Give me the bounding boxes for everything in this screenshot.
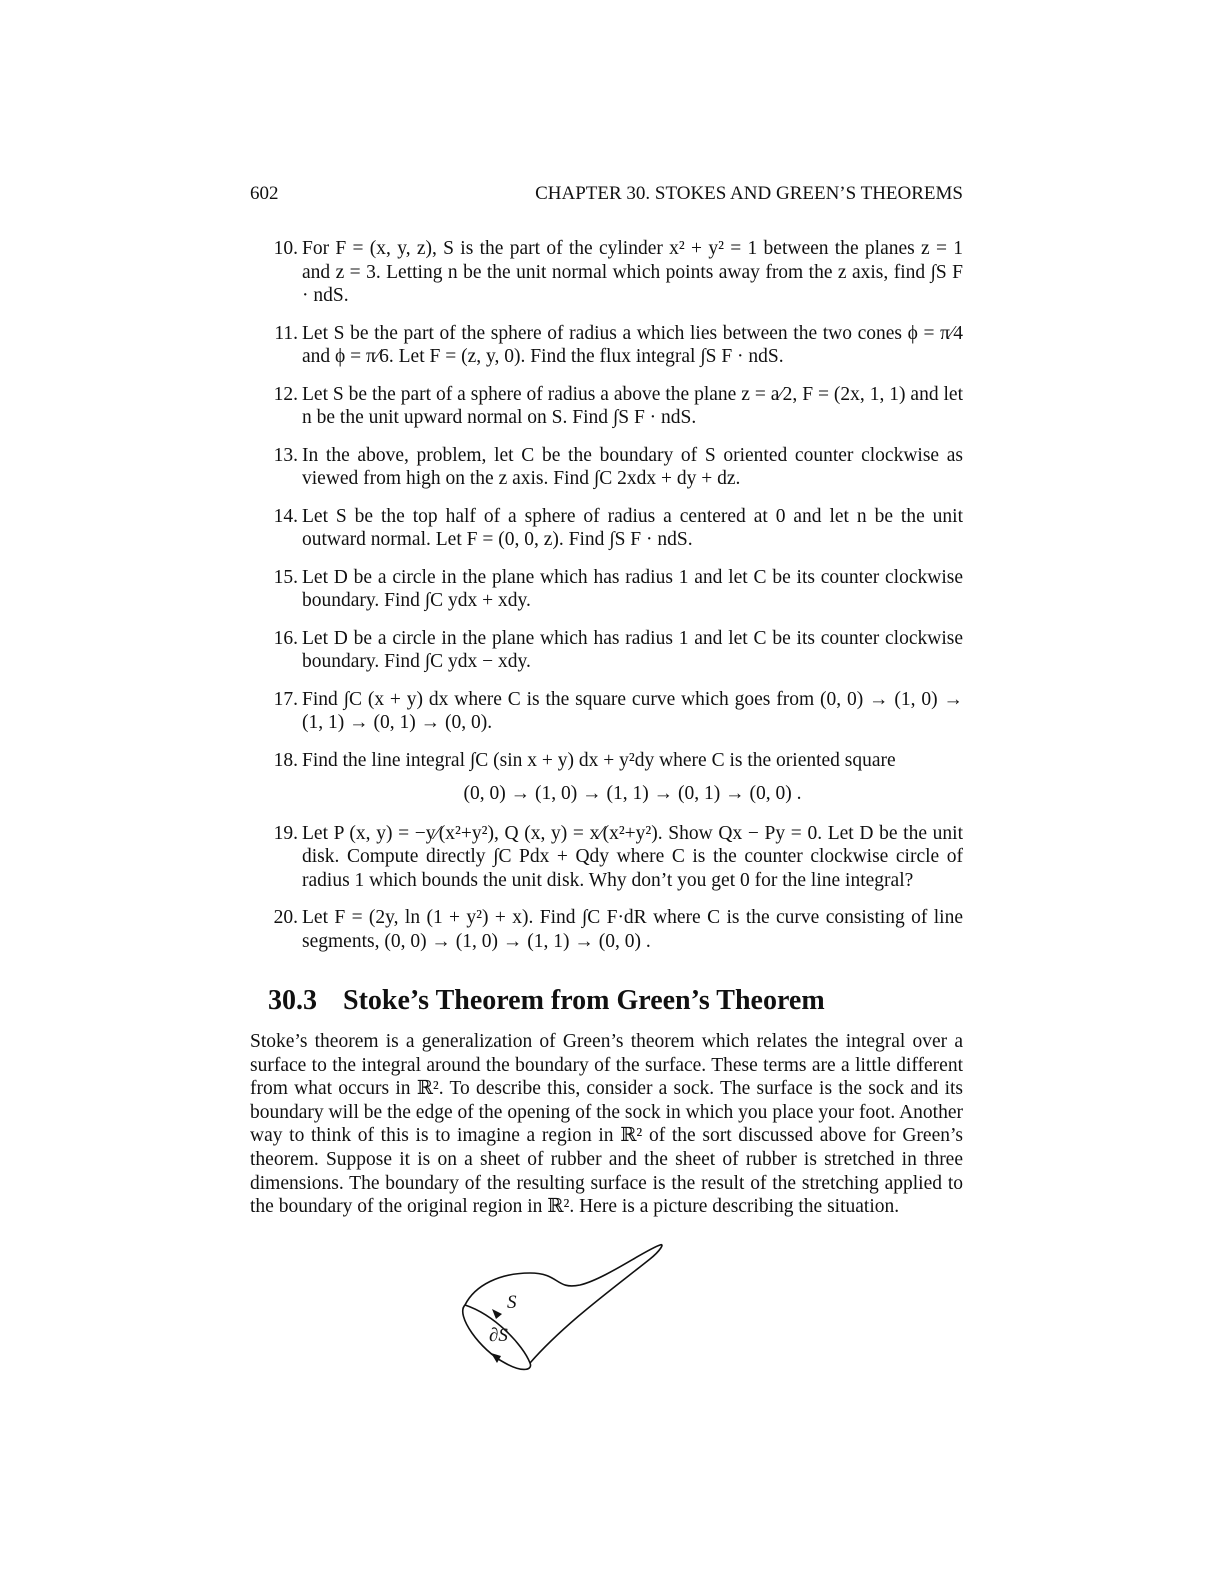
exercise-text: Find ∫C (x + y) dx where C is the square curve which goes from (0, 0) → (1, 0) → (1, 1) → (0, 1) → (0, 0). bbox=[302, 688, 963, 733]
exercise-text: Let D be a circle in the plane which has radius 1 and let C be its counter clockwise boundary. Find ∫C ydx − xdy. bbox=[302, 627, 963, 672]
exercise-list bbox=[250, 237, 963, 967]
exercise-number: 18. bbox=[273, 749, 298, 771]
exercise-number: 14. bbox=[273, 505, 298, 527]
page-number: 602 bbox=[250, 183, 279, 204]
exercise-item bbox=[250, 822, 963, 893]
exercise-item bbox=[250, 749, 963, 808]
exercise-text: For F = (x, y, z), S is the part of the cylinder x² + y² = 1 between the planes z = 1 and z = 3. Letting n be the unit normal which points away from the z axis, find ∫S F · ndS. bbox=[302, 238, 963, 306]
exercise-item bbox=[250, 383, 963, 430]
exercise-text: Let D be a circle in the plane which has radius 1 and let C be its counter clockwise boundary. Find ∫C ydx + xdy. bbox=[302, 566, 963, 611]
exercise-item bbox=[250, 322, 963, 369]
exercise-number: 15. bbox=[273, 566, 298, 588]
exercise-text: Let F = (2y, ln (1 + y²) + x). Find ∫C F·dR where C is the curve consisting of line segments, (0, 0) → (1, 0) → (1, 1) → (0, 0) . bbox=[302, 907, 963, 952]
surface-label: S bbox=[507, 1292, 517, 1313]
exercise-number: 13. bbox=[273, 444, 298, 466]
orientation-arrow-upper bbox=[492, 1309, 502, 1319]
exercise-number: 16. bbox=[273, 627, 298, 649]
running-title: CHAPTER 30. STOKES AND GREEN’S THEOREMS bbox=[535, 183, 963, 204]
exercise-item bbox=[250, 237, 963, 308]
exercise-item bbox=[250, 627, 963, 674]
exercise-item bbox=[250, 444, 963, 491]
sock-surface-figure bbox=[455, 1235, 675, 1380]
body-paragraph: Stoke’s theorem is a generalization of Green’s theorem which relates the integral over a surface to the integral around the boundary of the surface. These terms are a little different from what occurs in ℝ². To describe this, consider a sock. The surface is the sock and its boundary will be the edge of the opening of the sock in which you place your foot. Another way to think of this is to imagine a region in ℝ² of the sort discussed above for Green’s theorem. Suppose it is on a sheet of rubber and the sheet of rubber is stretched in three dimensions. The boundary of the resulting surface is the result of the stretching applied to the boundary of the original region in ℝ². Here is a picture describing the situation. bbox=[250, 1031, 963, 1218]
exercise-number: 17. bbox=[273, 688, 298, 710]
exercise-text: Let S be the part of a sphere of radius a above the plane z = a⁄2, F = (2x, 1, 1) and let n be the unit upward normal on S. Find ∫S F · ndS. bbox=[302, 383, 963, 428]
page-header bbox=[250, 183, 963, 205]
orientation-arrow-lower bbox=[491, 1353, 501, 1363]
exercise-item bbox=[250, 505, 963, 552]
exercise-text: Let S be the part of the sphere of radius a which lies between the two cones ϕ = π⁄4 and ϕ = π⁄6. Let F = (z, y, 0). Find the flux integral ∫S F · ndS. bbox=[302, 322, 963, 367]
section-title-text: Stoke’s Theorem from Green’s Theorem bbox=[343, 985, 825, 1016]
exercise-number: 11. bbox=[274, 322, 298, 344]
exercise-item bbox=[250, 688, 963, 735]
exercise-item bbox=[250, 906, 963, 953]
exercise-text: Let S be the top half of a sphere of radius a centered at 0 and let n be the unit outward normal. Let F = (0, 0, z). Find ∫S F · ndS. bbox=[302, 505, 963, 550]
boundary-label: ∂S bbox=[489, 1325, 508, 1346]
exercise-text: Let P (x, y) = −y⁄(x²+y²), Q (x, y) = x⁄(x²+y²). Show Qx − Py = 0. Let D be the unit disk. Compute directly ∫C Pdx + Qdy where C is the counter clockwise circle of radius 1 which bounds the unit disk. Why don’t you get 0 for the line integral? bbox=[302, 822, 963, 891]
section-number: 30.3 bbox=[268, 985, 317, 1016]
exercise-item bbox=[250, 566, 963, 613]
exercise-text: Find the line integral ∫C (sin x + y) dx + y²dy where C is the oriented square bbox=[302, 749, 896, 771]
display-equation: (0, 0) → (1, 0) → (1, 1) → (0, 1) → (0, 0) . bbox=[463, 783, 802, 804]
exercise-number: 20. bbox=[273, 907, 298, 928]
section-heading bbox=[268, 985, 825, 1017]
exercise-text: In the above, problem, let C be the boundary of S oriented counter clockwise as viewed from high on the z axis. Find ∫C 2xdx + dy + dz. bbox=[302, 444, 963, 489]
exercise-number: 10. bbox=[273, 238, 298, 259]
exercise-number: 12. bbox=[273, 383, 298, 405]
exercise-number: 19. bbox=[273, 822, 298, 844]
